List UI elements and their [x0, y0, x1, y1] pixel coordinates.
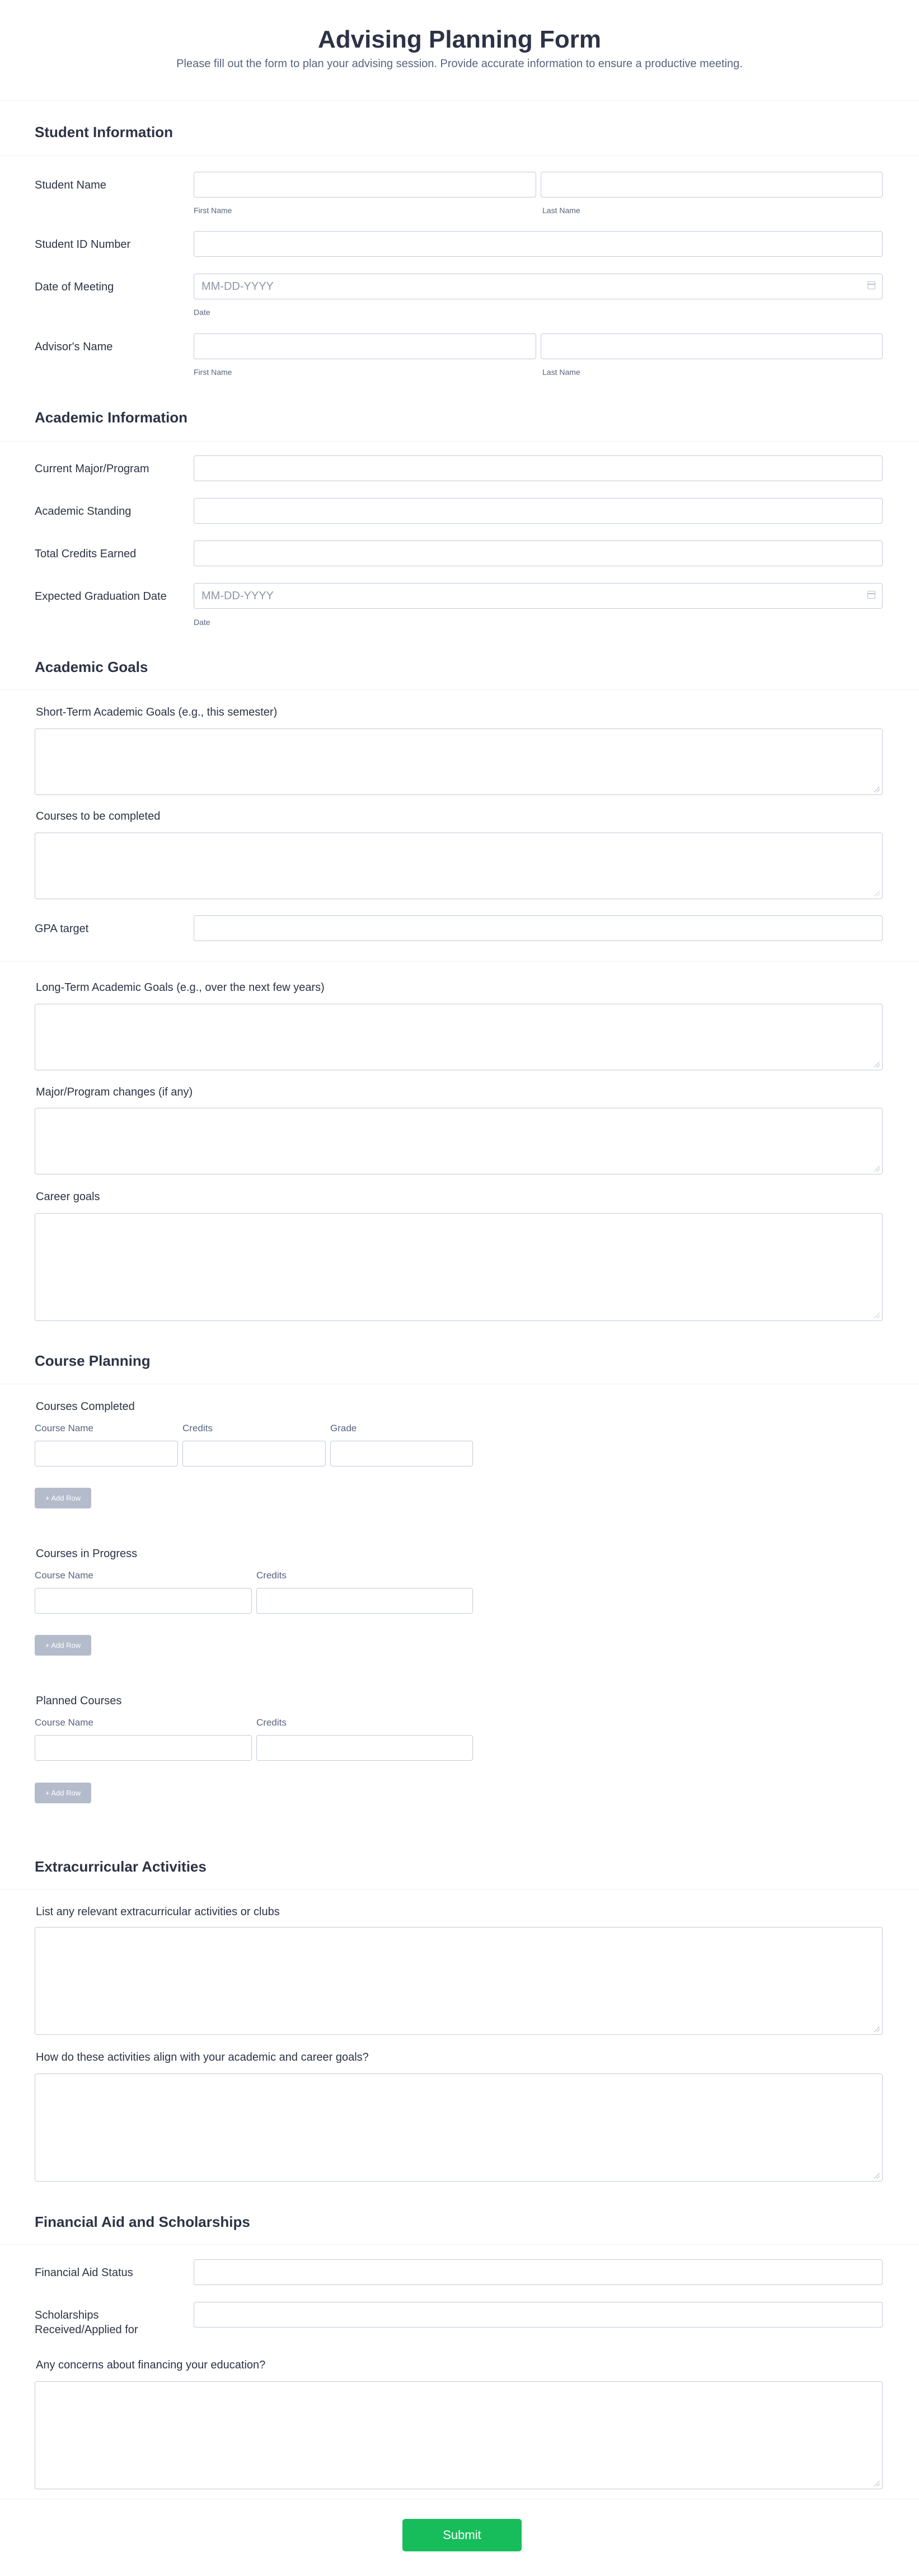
- resize-grip-icon[interactable]: [874, 1166, 880, 1172]
- date-of-meeting-label: Date of Meeting: [35, 281, 114, 293]
- resize-grip-icon[interactable]: [874, 2173, 880, 2179]
- resize-grip-icon[interactable]: [874, 2027, 880, 2032]
- section-academic-goals: Academic Goals: [35, 659, 148, 675]
- advisor-last-name-input[interactable]: [541, 333, 883, 359]
- section-student-information: Student Information: [35, 124, 173, 140]
- advisor-last-name-sublabel: Last Name: [542, 368, 580, 377]
- submit-button[interactable]: Submit: [402, 2519, 522, 2551]
- form-description: Please fill out the form to plan your advising session. Provide accurate information to ensure a productive meeting.: [176, 58, 743, 70]
- column-header-course-name: Course Name: [35, 1423, 93, 1433]
- short-term-goals-textarea[interactable]: [35, 728, 883, 795]
- resize-grip-icon[interactable]: [874, 1313, 880, 1318]
- financing-concerns-label: Any concerns about financing your education?: [36, 2359, 266, 2371]
- date-placeholder: MM-DD-YYYY: [201, 280, 274, 293]
- section-divider: [0, 2244, 919, 2245]
- completed-grade-input[interactable]: [330, 1441, 473, 1466]
- courses-completed-title: Courses Completed: [36, 1400, 135, 1413]
- graduation-label: Expected Graduation Date: [35, 590, 167, 603]
- courses-to-complete-textarea[interactable]: [35, 833, 883, 899]
- date-of-meeting-input[interactable]: [194, 274, 883, 299]
- planned-add-row-button[interactable]: + Add Row: [35, 1783, 91, 1803]
- career-goals-textarea[interactable]: [35, 1213, 883, 1321]
- resize-grip-icon[interactable]: [874, 2481, 880, 2486]
- courses-in-progress-title: Courses in Progress: [36, 1548, 138, 1560]
- calendar-icon[interactable]: [868, 281, 875, 289]
- completed-add-row-button[interactable]: + Add Row: [35, 1488, 91, 1508]
- column-header-credits: Credits: [256, 1570, 287, 1581]
- resize-grip-icon[interactable]: [874, 891, 880, 896]
- scholarships-label: Scholarships Received/Applied for: [35, 2309, 138, 2336]
- gpa-target-input[interactable]: [194, 915, 883, 941]
- section-academic-information: Academic Information: [35, 409, 188, 426]
- resize-grip-icon[interactable]: [874, 1062, 880, 1068]
- column-header-course-name: Course Name: [35, 1570, 93, 1581]
- graduation-date-input[interactable]: [194, 583, 883, 609]
- short-term-goals-label: Short-Term Academic Goals (e.g., this semester): [36, 706, 278, 718]
- section-financial-aid: Financial Aid and Scholarships: [35, 2213, 250, 2230]
- standing-label: Academic Standing: [35, 505, 132, 518]
- column-header-grade: Grade: [330, 1423, 357, 1433]
- long-term-goals-textarea[interactable]: [35, 1004, 883, 1070]
- date-placeholder: MM-DD-YYYY: [201, 590, 274, 602]
- advisor-name-label: Advisor's Name: [35, 341, 113, 353]
- courses-to-complete-label: Courses to be completed: [36, 810, 161, 822]
- activities-alignment-textarea[interactable]: [35, 2074, 883, 2182]
- in-progress-add-row-button[interactable]: + Add Row: [35, 1635, 91, 1656]
- major-input[interactable]: [194, 455, 883, 481]
- credits-label: Total Credits Earned: [35, 548, 137, 560]
- activities-label: List any relevant extracurricular activities or clubs: [36, 1906, 280, 1918]
- financial-aid-status-label: Financial Aid Status: [35, 2267, 133, 2279]
- student-first-name-input[interactable]: [194, 172, 536, 198]
- standing-input[interactable]: [194, 498, 883, 524]
- planned-credits-input[interactable]: [256, 1735, 473, 1761]
- completed-course-name-input[interactable]: [35, 1441, 178, 1466]
- activities-alignment-label: How do these activities align with your academic and career goals?: [36, 2051, 369, 2063]
- advisor-first-name-sublabel: First Name: [194, 368, 232, 377]
- section-extracurricular: Extracurricular Activities: [35, 1858, 207, 1875]
- form-title: Advising Planning Form: [317, 26, 602, 53]
- activities-textarea[interactable]: [35, 1927, 883, 2035]
- major-changes-textarea[interactable]: [35, 1108, 883, 1174]
- column-header-credits: Credits: [182, 1423, 213, 1433]
- section-course-planning: Course Planning: [35, 1352, 151, 1369]
- financial-aid-status-input[interactable]: [194, 2259, 883, 2285]
- student-id-input[interactable]: [194, 231, 883, 257]
- section-divider: [0, 961, 919, 962]
- graduation-date-sublabel: Date: [194, 618, 210, 627]
- form-header: [0, 0, 919, 101]
- calendar-icon[interactable]: [868, 591, 875, 599]
- scholarships-input[interactable]: [194, 2302, 883, 2328]
- planned-courses-title: Planned Courses: [36, 1695, 122, 1707]
- student-name-label: Student Name: [35, 179, 106, 191]
- major-changes-label: Major/Program changes (if any): [36, 1086, 193, 1098]
- credits-input[interactable]: [194, 540, 883, 566]
- student-last-name-sublabel: Last Name: [542, 206, 580, 215]
- in-progress-course-name-input[interactable]: [35, 1588, 252, 1614]
- gpa-target-label: GPA target: [35, 923, 89, 935]
- student-id-label: Student ID Number: [35, 238, 131, 251]
- major-label: Current Major/Program: [35, 463, 149, 475]
- date-of-meeting-sublabel: Date: [194, 308, 210, 317]
- student-first-name-sublabel: First Name: [194, 206, 232, 215]
- section-divider: [0, 689, 919, 690]
- long-term-goals-label: Long-Term Academic Goals (e.g., over the next few years): [36, 981, 325, 994]
- financing-concerns-textarea[interactable]: [35, 2381, 883, 2489]
- planned-course-name-input[interactable]: [35, 1735, 252, 1761]
- resize-grip-icon[interactable]: [874, 787, 880, 792]
- advisor-first-name-input[interactable]: [194, 333, 536, 359]
- in-progress-credits-input[interactable]: [256, 1588, 473, 1614]
- student-last-name-input[interactable]: [541, 172, 883, 198]
- column-header-course-name: Course Name: [35, 1717, 93, 1728]
- completed-credits-input[interactable]: [182, 1441, 326, 1466]
- career-goals-label: Career goals: [36, 1191, 100, 1203]
- column-header-credits: Credits: [256, 1717, 287, 1728]
